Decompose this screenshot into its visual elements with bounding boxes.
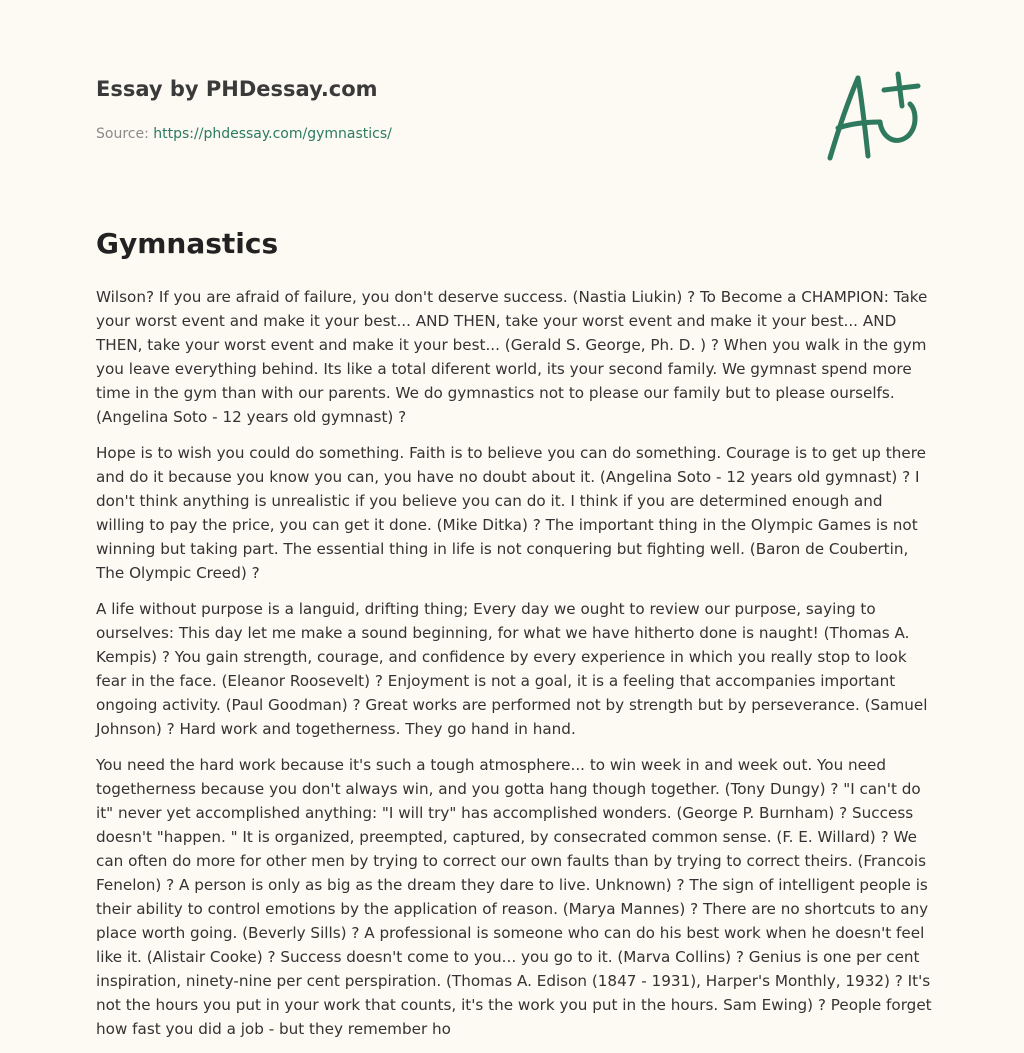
- essay-paragraph: A life without purpose is a languid, drifting thing; Every day we ought to review our purpose, saying to ourselves: This day let me make a sound beginning, for what we have hitherto done is naught! (Thomas A. Kempis) ? You gain strength, courage, and confidence by every experience in which you really stop to look fear in the face. (Eleanor Roosevelt) ? Enjoyment is not a goal, it is a feeling that accompanies important ongoing activity. (Paul Goodman) ? Great works are performed not by strength but by perseverance. (Samuel Johnson) ? Hard work and togetherness. They go hand in hand.: [96, 600, 928, 738]
- a-plus-grade-icon: [818, 66, 930, 166]
- a-plus-logo-svg: [818, 66, 930, 166]
- source-link[interactable]: https://phdessay.com/gymnastics/: [153, 126, 392, 142]
- source-label: Source:: [96, 126, 149, 142]
- header: [96, 74, 696, 144]
- essay-paragraph: Hope is to wish you could do something. Faith is to believe you can do something. Courage is to get up there and do it because you know you can, you have no doubt about it. (Angelina Soto - 12 years old gymnast) ? I don't think anything is unrealistic if you believe you can do it. I think if you are determined enough and willing to pay the price, you can get it done. (Mike Ditka) ? The important thing in the Olympic Games is not winning but taking part. The essential thing in life is not conquering but fighting well. (Baron de Coubertin, The Olympic Creed) ?: [96, 444, 926, 582]
- essay-body: [96, 285, 934, 1053]
- source-line: [96, 124, 696, 144]
- essay-paragraph: Wilson? If you are afraid of failure, you don't deserve success. (Nastia Liukin) ? To Become a CHAMPION: Take your worst event and make it your best... AND THEN, take your worst event and make it your best... AND THEN, take your worst event and make it your best... (Gerald S. George, Ph. D. ) ? When you walk in the gym you leave everything behind. Its like a total diferent world, its your second family. We gymnast spend more time in the gym than with our parents. We do gymnastics not to please our family but to please ourselfs. (Angelina Soto - 12 years old gymnast) ?: [96, 288, 928, 426]
- site-brand: Essay by PHDessay.com: [96, 77, 378, 101]
- essay-paragraph: You need the hard work because it's such a tough atmosphere... to win week in and week out. You need togetherness because you don't always win, and you gotta hang though together. (Tony Dungy) ? "I can't do it" never yet accomplished anything: "I will try" has accomplished wonders. (George P. Burnham) ? Success doesn't "happen. " It is organized, preempted, captured, by consecrated common sense. (F. E. Willard) ? We can often do more for other men by trying to correct our own faults than by trying to correct theirs. (Francois Fenelon) ? A person is only as big as the dream they dare to live. Unknown) ? The sign of intelligent people is their ability to control emotions by the application of reason. (Marya Mannes) ? There are no shortcuts to any place worth going. (Beverly Sills) ? A professional is someone who can do his best work when he doesn't feel like it. (Alistair Cooke) ? Success doesn't come to you... you go to it. (Marva Collins) ? Genius is one per cent inspiration, ninety-nine per cent perspiration. (Thomas A. Edison (1847 - 1931), Harper's Monthly, 1932) ? It's not the hours you put in your work that counts, it's the work you put in the hours. Sam Ewing) ? People forget how fast you did a job - but they remember ho: [96, 756, 932, 1038]
- essay-title: Gymnastics: [96, 227, 279, 260]
